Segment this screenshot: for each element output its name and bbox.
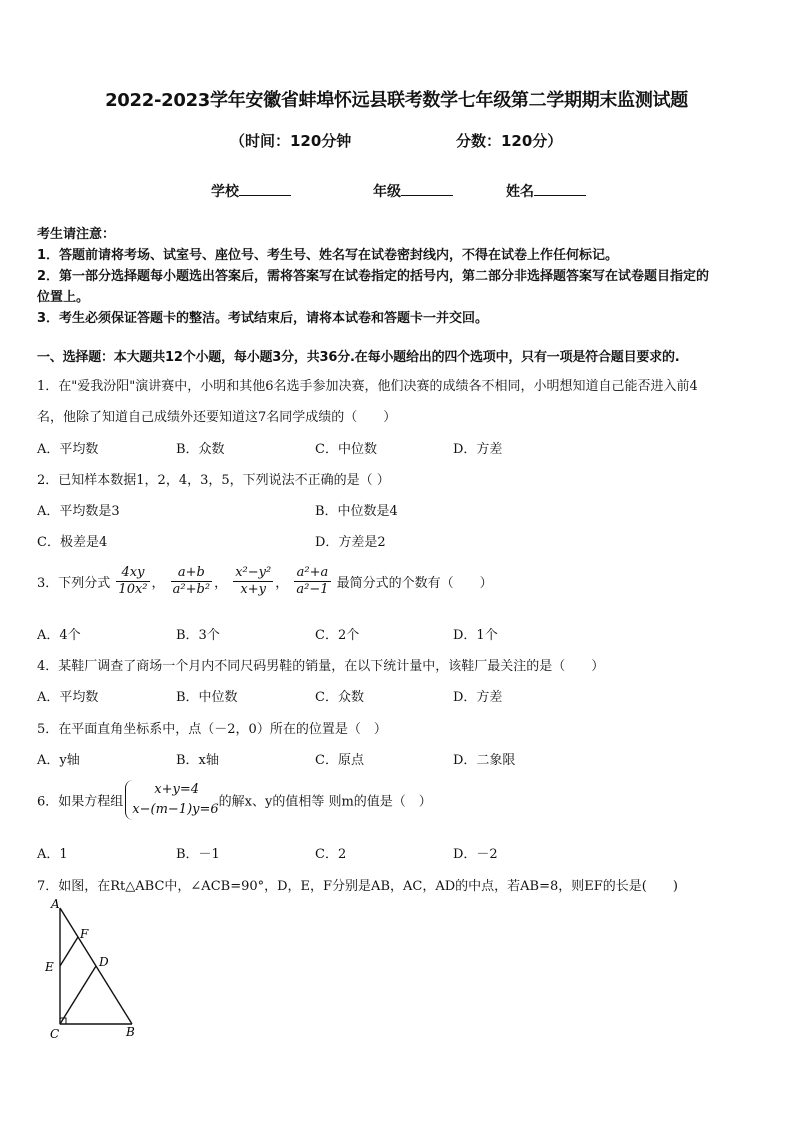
q4-option-b[interactable]: B．中位数 xyxy=(176,690,238,705)
label-a: A xyxy=(51,897,60,911)
q5-option-c[interactable]: C．原点 xyxy=(315,753,364,768)
notice-item-1: 1．答题前请将考场、试室号、座位号、考生号、姓名写在试卷密封线内，不得在试卷上作任何标记。 xyxy=(37,248,619,263)
q3-fraction-3: $\frac{\text{x²−y²}}{x+y}$ xyxy=(235,565,272,597)
name-field[interactable] xyxy=(506,181,586,201)
q3-option-a[interactable]: A．4个 xyxy=(37,628,81,643)
q6-option-d[interactable]: D．－2 xyxy=(453,847,498,862)
q3-option-c[interactable]: C．2个 xyxy=(315,628,360,643)
label-f: F xyxy=(80,927,89,941)
q2-option-a[interactable]: A．平均数是3 xyxy=(37,504,120,519)
q3-prefix: 3．下列分式 xyxy=(37,576,111,591)
q3-fraction-4: $\frac{\text{a²+a}}{\text{a²−1}}$ xyxy=(296,565,329,597)
q4-text: 4．某鞋厂调查了商场一个月内不同尺码男鞋的销量，在以下统计量中，该鞋厂最关注的是（ ） xyxy=(37,659,605,674)
q5-option-d[interactable]: D．二象限 xyxy=(453,753,516,768)
segment-ef xyxy=(60,937,78,966)
q1-option-a[interactable]: A．平均数 xyxy=(37,442,99,457)
q2-option-b[interactable]: B．中位数是4 xyxy=(315,504,398,519)
label-c: C xyxy=(50,1027,60,1041)
school-blank[interactable] xyxy=(239,181,291,196)
page-title: 2022-2023学年安徽省蚌埠怀远县联考数学七年级第二学期期末监测试题 xyxy=(105,90,688,111)
q6-option-a[interactable]: A．1 xyxy=(37,847,68,862)
q5-text: 5．在平面直角坐标系中，点（－2，0）所在的位置是（ ） xyxy=(37,722,387,737)
q3-fraction-2: $\frac{a+b}{\text{a²+b²}}$ xyxy=(172,565,211,597)
q6-prefix: 6．如果方程组 xyxy=(37,794,124,810)
q2-option-c[interactable]: C．极差是4 xyxy=(37,535,108,550)
name-blank[interactable] xyxy=(534,181,586,196)
q5-option-b[interactable]: B．x轴 xyxy=(176,753,219,768)
q2-option-d[interactable]: D．方差是2 xyxy=(315,535,386,550)
q3-fraction-1: $\frac{4xy}{\text{10x²}}$ xyxy=(118,565,148,597)
q6-option-b[interactable]: B．－1 xyxy=(176,847,220,862)
q6-text xyxy=(37,780,432,820)
notice-heading: 考生请注意： xyxy=(37,227,116,242)
q6-equation-system xyxy=(125,780,218,820)
q6-eq1: x+y=4 xyxy=(154,782,200,797)
school-field[interactable] xyxy=(211,181,291,201)
q7-text: 7．如图，在Rt△ABC中，∠ACB=90°，D，E，F分别是AB，AC，AD的中点，若AB=8，则EF的长是( ) xyxy=(37,879,678,894)
q1-option-c[interactable]: C．中位数 xyxy=(315,442,377,457)
notice-item-2: 2．第一部分选择题每小题选出答案后，需将答案写在试卷指定的括号内，第二部分非选择题答案写在试卷题目指定的 xyxy=(37,269,710,284)
q3-option-b[interactable]: B．3个 xyxy=(176,628,220,643)
q1-text-line1: 1．在"爱我汾阳"演讲赛中，小明和其他6名选手参加决赛，他们决赛的成绩各不相同，小明想知道自己能否进入前4 xyxy=(37,379,698,394)
exam-score: 分数：120分） xyxy=(456,132,563,150)
q2-text: 2．已知样本数据1，2，4，3，5，下列说法不正确的是（ ） xyxy=(37,473,390,488)
q6-suffix: 的解x、y的值相等 则m的值是（ ） xyxy=(218,794,432,810)
grade-field[interactable] xyxy=(373,181,453,201)
grade-label: 年级 xyxy=(373,184,401,200)
notice-item-2-cont: 位置上。 xyxy=(37,290,90,305)
name-label: 姓名 xyxy=(506,184,534,200)
q3-suffix: 最简分式的个数有（ ） xyxy=(336,576,493,591)
q4-option-c[interactable]: C．众数 xyxy=(315,690,364,705)
section-heading: 一、选择题：本大题共12个小题，每小题3分，共36分.在每小题给出的四个选项中，只有一项是符合题目要求的. xyxy=(37,350,680,365)
label-e: E xyxy=(45,960,54,974)
exam-time: （时间：120分钟 xyxy=(230,132,352,150)
q4-option-a[interactable]: A．平均数 xyxy=(37,690,99,705)
q1-option-b[interactable]: B．众数 xyxy=(176,442,225,457)
q3-option-d[interactable]: D．1个 xyxy=(453,628,498,643)
notice-item-3: 3．考生必须保证答题卡的整洁。考试结束后，请将本试卷和答题卡一并交回。 xyxy=(37,311,489,326)
label-d: D xyxy=(99,955,109,969)
triangle-figure xyxy=(40,896,150,1046)
q6-option-c[interactable]: C．2 xyxy=(315,847,347,862)
q6-eq2: x−(m−1)y=6 xyxy=(132,802,219,817)
grade-blank[interactable] xyxy=(401,181,453,196)
school-label: 学校 xyxy=(211,184,239,200)
q3-text: 3．下列分式 $\frac{4xy}{\text{10x²}}$ ， $\frac{a+b}{\text{a²+b²}}$ ， $\frac{\text{x²−y²}}{x+y}$ ， $\frac{\text{a²+a}}{\text{a²−1}}$ 最简分式的个数有（ ） xyxy=(37,565,493,597)
q1-option-d[interactable]: D．方差 xyxy=(453,442,503,457)
q5-option-a[interactable]: A．y轴 xyxy=(37,753,80,768)
q1-text-line2: 名，他除了知道自己成绩外还要知道这7名同学成绩的（ ） xyxy=(37,410,397,425)
label-b: B xyxy=(126,1025,135,1039)
segment-cd xyxy=(60,966,96,1024)
q4-option-d[interactable]: D．方差 xyxy=(453,690,503,705)
